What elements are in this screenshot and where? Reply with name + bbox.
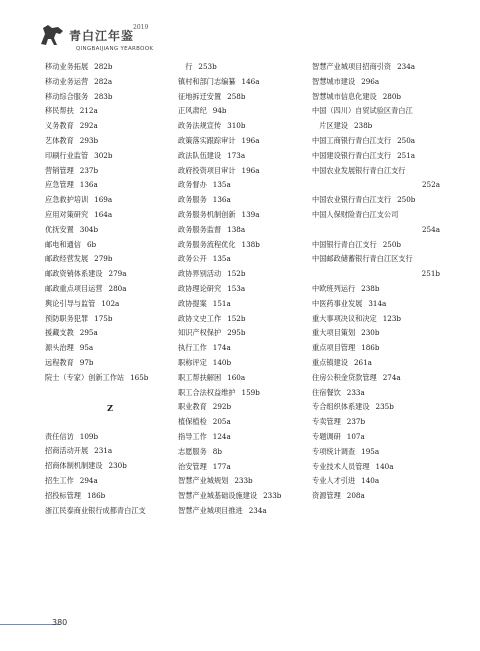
index-page-ref: 295b xyxy=(227,328,246,338)
index-entry xyxy=(45,104,175,119)
index-page-ref: 234a xyxy=(397,62,416,71)
index-term: 中国邮政储蓄银行青白江区支行 xyxy=(312,254,413,264)
index-term: 重点项目管理 xyxy=(312,343,356,353)
index-page-ref: 94b xyxy=(212,106,227,116)
index-entry xyxy=(178,238,318,253)
index-term: 智慧产业城项目招商引资 xyxy=(312,62,392,71)
index-page-ref: 151a xyxy=(212,298,231,308)
index-entry xyxy=(45,223,175,238)
index-page-ref: 135a xyxy=(212,254,231,264)
index-entry xyxy=(312,193,440,208)
index-page-ref: 252a xyxy=(421,180,440,190)
index-term: 职工合法权益维护 xyxy=(178,387,236,397)
index-entry xyxy=(45,252,175,267)
index-page-ref: 230b xyxy=(108,461,127,471)
index-entry xyxy=(45,297,175,312)
index-entry xyxy=(312,104,440,119)
index-term: 政法队伍建设 xyxy=(178,150,222,160)
index-page-ref: 109b xyxy=(79,431,99,441)
index-entry xyxy=(312,489,440,504)
index-entry xyxy=(178,75,318,90)
index-entry xyxy=(45,356,175,371)
index-term: 征地拆迁安置 xyxy=(178,91,222,101)
index-entry xyxy=(312,371,440,386)
index-page-ref: 230b xyxy=(361,328,380,338)
index-page-ref: 169a xyxy=(94,195,113,205)
index-term: 专项统计调查 xyxy=(312,446,356,456)
index-entry xyxy=(178,400,318,415)
index-page-ref: 165b xyxy=(130,372,149,382)
index-entry xyxy=(45,90,175,105)
index-entry xyxy=(45,119,175,134)
index-entry xyxy=(178,134,318,149)
index-entry xyxy=(312,149,440,164)
index-term: 中国银行青白江支行 xyxy=(312,239,377,249)
index-term: 中国农业发展银行青白江支行 xyxy=(312,165,406,175)
index-entry xyxy=(312,208,440,223)
index-page-ref: 274a xyxy=(382,372,401,382)
index-page-ref: 233b xyxy=(263,491,282,501)
index-page-ref: 136a xyxy=(212,195,231,205)
index-entry xyxy=(178,119,318,134)
index-term: 中国人保财险青白江支公司 xyxy=(312,209,399,219)
index-entry xyxy=(312,474,440,489)
index-entry xyxy=(45,312,175,327)
index-entry xyxy=(178,297,318,312)
index-entry xyxy=(312,75,440,90)
index-entry xyxy=(312,386,440,401)
index-term: 重大项目策划 xyxy=(312,328,356,338)
index-page-ref: 140a xyxy=(375,461,394,471)
index-term: 招商活动开展 xyxy=(45,446,89,456)
index-term: 邮政资销体系建设 xyxy=(45,269,103,279)
index-entry xyxy=(178,445,318,460)
index-page-ref: 102a xyxy=(101,298,120,308)
index-term: 移动综合服务 xyxy=(45,91,89,101)
index-entry xyxy=(45,75,175,90)
index-page-ref: 233a xyxy=(346,387,365,397)
index-term: 行 xyxy=(178,62,193,71)
index-entry xyxy=(178,193,318,208)
index-page-ref: 234a xyxy=(248,505,267,515)
index-entry xyxy=(45,134,175,149)
index-entry xyxy=(312,430,440,445)
index-page-ref: 186b xyxy=(86,490,106,500)
index-page-ref: 164a xyxy=(94,209,113,219)
index-term: 智慧城市建设 xyxy=(312,76,356,86)
index-entry xyxy=(312,223,440,238)
index-page-ref: 8b xyxy=(212,446,222,456)
yearbook-year: 2019 xyxy=(133,24,149,31)
index-page-ref: 195a xyxy=(361,446,380,456)
index-page-ref: 205a xyxy=(212,417,231,427)
index-entry xyxy=(312,119,440,134)
index-term: 智慧城市信息化建设 xyxy=(312,91,377,101)
index-entry xyxy=(312,312,440,327)
index-page-ref: 153a xyxy=(227,283,246,293)
index-page-ref: 258b xyxy=(227,91,246,101)
index-page-ref: 237b xyxy=(346,417,366,427)
index-page-ref: 196a xyxy=(241,165,260,175)
index-term: 专题调研 xyxy=(312,431,341,441)
index-page-ref: 280b xyxy=(382,91,402,101)
index-term: 志愿服务 xyxy=(178,446,207,456)
index-page-ref: 186b xyxy=(361,343,380,353)
index-page-ref: 135a xyxy=(212,180,231,190)
index-page-ref: 233b xyxy=(234,476,253,486)
index-term: 政协界别活动 xyxy=(178,269,222,279)
index-entry xyxy=(178,282,318,297)
index-entry xyxy=(45,430,175,445)
index-page-ref: 140b xyxy=(212,357,232,367)
index-term: 院士（专家）创新工作站 xyxy=(45,372,125,382)
index-entry xyxy=(312,238,440,253)
index-page-ref: 136a xyxy=(79,180,98,190)
index-entry xyxy=(178,460,318,475)
index-entry xyxy=(178,356,318,371)
index-entry xyxy=(178,178,318,193)
index-entry xyxy=(45,238,175,253)
index-term: 职称评定 xyxy=(178,357,207,367)
index-entry xyxy=(178,371,318,386)
index-page-ref: 294a xyxy=(79,475,98,485)
index-entry xyxy=(312,415,440,430)
index-entry xyxy=(312,164,440,179)
index-entry xyxy=(45,60,175,75)
index-page-ref: 173a xyxy=(227,150,246,160)
index-term: 职工帮扶解困 xyxy=(178,372,222,382)
index-page-ref: 279b xyxy=(94,254,113,264)
index-term: 优抚安置 xyxy=(45,224,74,234)
index-entry xyxy=(178,208,318,223)
index-page-ref: 140a xyxy=(361,476,380,486)
index-term: 中国（四川）自贸试验区青白江 xyxy=(312,106,413,116)
index-term: 政策落实跟踪审计 xyxy=(178,135,236,145)
index-page-ref: 314a xyxy=(368,298,387,308)
index-page-ref: 292b xyxy=(212,402,232,412)
index-page-ref: 138a xyxy=(227,224,246,234)
index-entry xyxy=(178,341,318,356)
index-term: 中国建设银行青白江支行 xyxy=(312,150,392,160)
index-page-ref: 254a xyxy=(421,224,440,234)
index-entry xyxy=(45,474,175,489)
index-page-ref: 107a xyxy=(346,431,365,441)
horse-logo-icon xyxy=(38,22,66,48)
yearbook-subtitle: QINGBAIJIANG YEARBOOK xyxy=(76,46,154,52)
index-entry xyxy=(45,341,175,356)
index-term: 中欧班列运行 xyxy=(312,283,356,293)
index-entry xyxy=(45,489,175,504)
index-term: 重大事项决议和决定 xyxy=(312,313,377,323)
index-term: 专业技术人员管理 xyxy=(312,461,370,471)
index-term: 义务教育 xyxy=(45,121,74,131)
index-entry xyxy=(312,134,440,149)
index-entry xyxy=(178,386,318,401)
index-column-2 xyxy=(178,60,318,519)
index-entry xyxy=(45,164,175,179)
index-entry xyxy=(178,326,318,341)
index-entry xyxy=(178,149,318,164)
section-letter: Z xyxy=(107,402,113,413)
yearbook-header xyxy=(38,22,238,56)
index-term: 政协提案 xyxy=(178,298,207,308)
index-page-ref: 212a xyxy=(79,106,98,116)
index-entry xyxy=(312,445,440,460)
index-term: 政务督办 xyxy=(178,180,207,190)
index-term: 中国工商银行青白江支行 xyxy=(312,135,392,145)
index-term: 政府投资项目审计 xyxy=(178,165,236,175)
index-entry xyxy=(312,326,440,341)
index-page-ref: 250a xyxy=(397,135,416,145)
index-entry xyxy=(178,312,318,327)
index-term: 印刷行业监管 xyxy=(45,150,89,160)
index-term: 移民帮扶 xyxy=(45,106,74,116)
index-term: 移动业务运营 xyxy=(45,76,89,86)
page-number: 380 xyxy=(52,618,68,627)
index-entry xyxy=(312,341,440,356)
index-page-ref: 139a xyxy=(241,209,260,219)
index-page-ref: 282a xyxy=(94,76,113,86)
index-term: 应急管理 xyxy=(45,180,74,190)
index-page-ref: 97b xyxy=(79,357,94,367)
index-term: 植保植检 xyxy=(178,417,207,427)
index-entry xyxy=(312,356,440,371)
index-page-ref: 251b xyxy=(421,269,440,279)
index-page-ref: 159b xyxy=(241,387,260,397)
index-page-ref: 146a xyxy=(241,76,260,86)
index-term: 政务服务机制创新 xyxy=(178,209,236,219)
index-term: 中国农业银行青白江支行 xyxy=(312,195,392,205)
index-term: 政务公开 xyxy=(178,254,207,264)
index-page-ref: 174a xyxy=(212,343,231,353)
index-page-ref: 280a xyxy=(108,283,127,293)
index-entry xyxy=(178,90,318,105)
index-page-ref: 235b xyxy=(375,402,394,412)
index-entry xyxy=(178,223,318,238)
index-term: 应用对策研究 xyxy=(45,209,89,219)
index-page-ref: 123b xyxy=(382,313,402,323)
index-entry xyxy=(178,60,318,75)
index-term: 舆论引导与监管 xyxy=(45,298,96,308)
index-term: 远程教育 xyxy=(45,357,74,367)
index-term: 治安管理 xyxy=(178,461,207,471)
index-entry xyxy=(45,459,175,474)
index-term: 艺体教育 xyxy=(45,135,74,145)
index-entry xyxy=(312,60,440,75)
index-page-ref: 124a xyxy=(212,431,231,441)
index-column-1 xyxy=(45,60,175,518)
index-term: 正风肃纪 xyxy=(178,106,207,116)
index-term: 重点镇建设 xyxy=(312,357,348,367)
index-entry xyxy=(312,267,440,282)
index-entry xyxy=(178,267,318,282)
index-page-ref: 292a xyxy=(79,121,98,131)
index-entry xyxy=(45,193,175,208)
index-term: 预防职务犯罪 xyxy=(45,313,89,323)
index-entry xyxy=(45,504,175,519)
index-page-ref: 208a xyxy=(346,491,365,501)
index-entry xyxy=(312,400,440,415)
index-page-ref: 237b xyxy=(79,165,99,175)
index-entry xyxy=(178,489,318,504)
index-page-ref: 253b xyxy=(198,62,217,71)
index-page-ref: 261a xyxy=(353,357,372,367)
index-entry xyxy=(312,178,440,193)
index-term: 专合组织体系建设 xyxy=(312,402,370,412)
index-page-ref: 231a xyxy=(94,446,113,456)
index-entry xyxy=(312,282,440,297)
footer-rule xyxy=(0,624,60,625)
index-term: 招生工作 xyxy=(45,475,74,485)
yearbook-title: 青白江年鉴 xyxy=(69,29,135,43)
index-term: 邮政重点项目运营 xyxy=(45,283,103,293)
index-term: 营销管理 xyxy=(45,165,74,175)
index-entry xyxy=(45,326,175,341)
index-page-ref: 283b xyxy=(94,91,113,101)
index-term: 镇村和部门志编纂 xyxy=(178,76,236,86)
index-term: 政务服务流程优化 xyxy=(178,239,236,249)
index-entry xyxy=(45,178,175,193)
index-page-ref: 175b xyxy=(94,313,113,323)
index-page-ref: 160a xyxy=(227,372,246,382)
index-term: 住宿餐饮 xyxy=(312,387,341,397)
index-term: 政务服务 xyxy=(178,195,207,205)
index-page-ref: 95a xyxy=(79,343,94,353)
index-entry xyxy=(178,504,318,519)
index-page-ref: 279a xyxy=(108,269,127,279)
index-term: 浙江民泰商业银行成都青白江支 xyxy=(45,505,146,515)
index-page-ref: 250b xyxy=(382,239,402,249)
index-entry xyxy=(45,208,175,223)
index-term: 中医药事业发展 xyxy=(312,298,363,308)
index-page-ref: 238b xyxy=(353,121,373,131)
index-term: 邮政经营发展 xyxy=(45,254,89,264)
index-page-ref: 304b xyxy=(79,224,99,234)
index-entry xyxy=(45,371,175,386)
index-term: 应急救护培训 xyxy=(45,195,89,205)
index-entry xyxy=(178,474,318,489)
index-page-ref: 138b xyxy=(241,239,260,249)
index-page-ref: 152b xyxy=(227,269,246,279)
index-entry xyxy=(312,252,440,267)
index-term: 政务法规宣传 xyxy=(178,121,222,131)
index-term: 政协理论研究 xyxy=(178,283,222,293)
index-entry xyxy=(45,282,175,297)
index-term: 招投标管理 xyxy=(45,490,81,500)
index-entry xyxy=(312,297,440,312)
index-term: 资源管理 xyxy=(312,491,341,501)
index-term: 政务服务监督 xyxy=(178,224,222,234)
index-page-ref: 196a xyxy=(241,135,260,145)
index-entry xyxy=(178,164,318,179)
index-page-ref: 238b xyxy=(361,283,380,293)
index-page-ref: 310b xyxy=(227,121,246,131)
index-page-ref: 152b xyxy=(227,313,246,323)
index-entry xyxy=(45,149,175,164)
index-term: 政协文史工作 xyxy=(178,313,222,323)
index-term: 智慧产业城规划 xyxy=(178,476,229,486)
index-entry xyxy=(312,460,440,475)
index-term: 责任信访 xyxy=(45,431,74,441)
index-term: 智慧产业城项目推进 xyxy=(178,505,243,515)
index-term: 援藏支教 xyxy=(45,328,74,338)
index-page-ref: 177a xyxy=(212,461,231,471)
index-entry xyxy=(178,415,318,430)
index-term: 邮电和通信 xyxy=(45,239,81,249)
index-term: 执行工作 xyxy=(178,343,207,353)
index-term: 职业教育 xyxy=(178,402,207,412)
index-term: 住房公积金贷款管理 xyxy=(312,372,377,382)
index-term: 源头治理 xyxy=(45,343,74,353)
index-page-ref: 250b xyxy=(397,195,416,205)
index-term: 片区建设 xyxy=(312,121,348,131)
index-entry xyxy=(45,444,175,459)
index-term: 专卖管理 xyxy=(312,417,341,427)
index-page-ref: 295a xyxy=(79,328,98,338)
index-term: 招商体制机制建设 xyxy=(45,461,103,471)
index-page-ref: 6b xyxy=(86,239,97,249)
index-term: 专业人才引进 xyxy=(312,476,356,486)
index-entry xyxy=(312,90,440,105)
index-page-ref: 296a xyxy=(361,76,380,86)
index-page-ref: 251a xyxy=(397,150,416,160)
index-page-ref: 282b xyxy=(94,62,113,71)
index-entry xyxy=(45,267,175,282)
index-entry xyxy=(178,252,318,267)
index-page-ref: 293b xyxy=(79,135,99,145)
index-page-ref: 302b xyxy=(94,150,113,160)
index-entry xyxy=(178,430,318,445)
index-term: 知识产权保护 xyxy=(178,328,222,338)
index-column-3 xyxy=(312,60,440,504)
index-term: 指导工作 xyxy=(178,431,207,441)
index-term: 移动业务拓展 xyxy=(45,62,89,71)
index-entry xyxy=(178,104,318,119)
index-term: 智慧产业城基础设施建设 xyxy=(178,491,258,501)
